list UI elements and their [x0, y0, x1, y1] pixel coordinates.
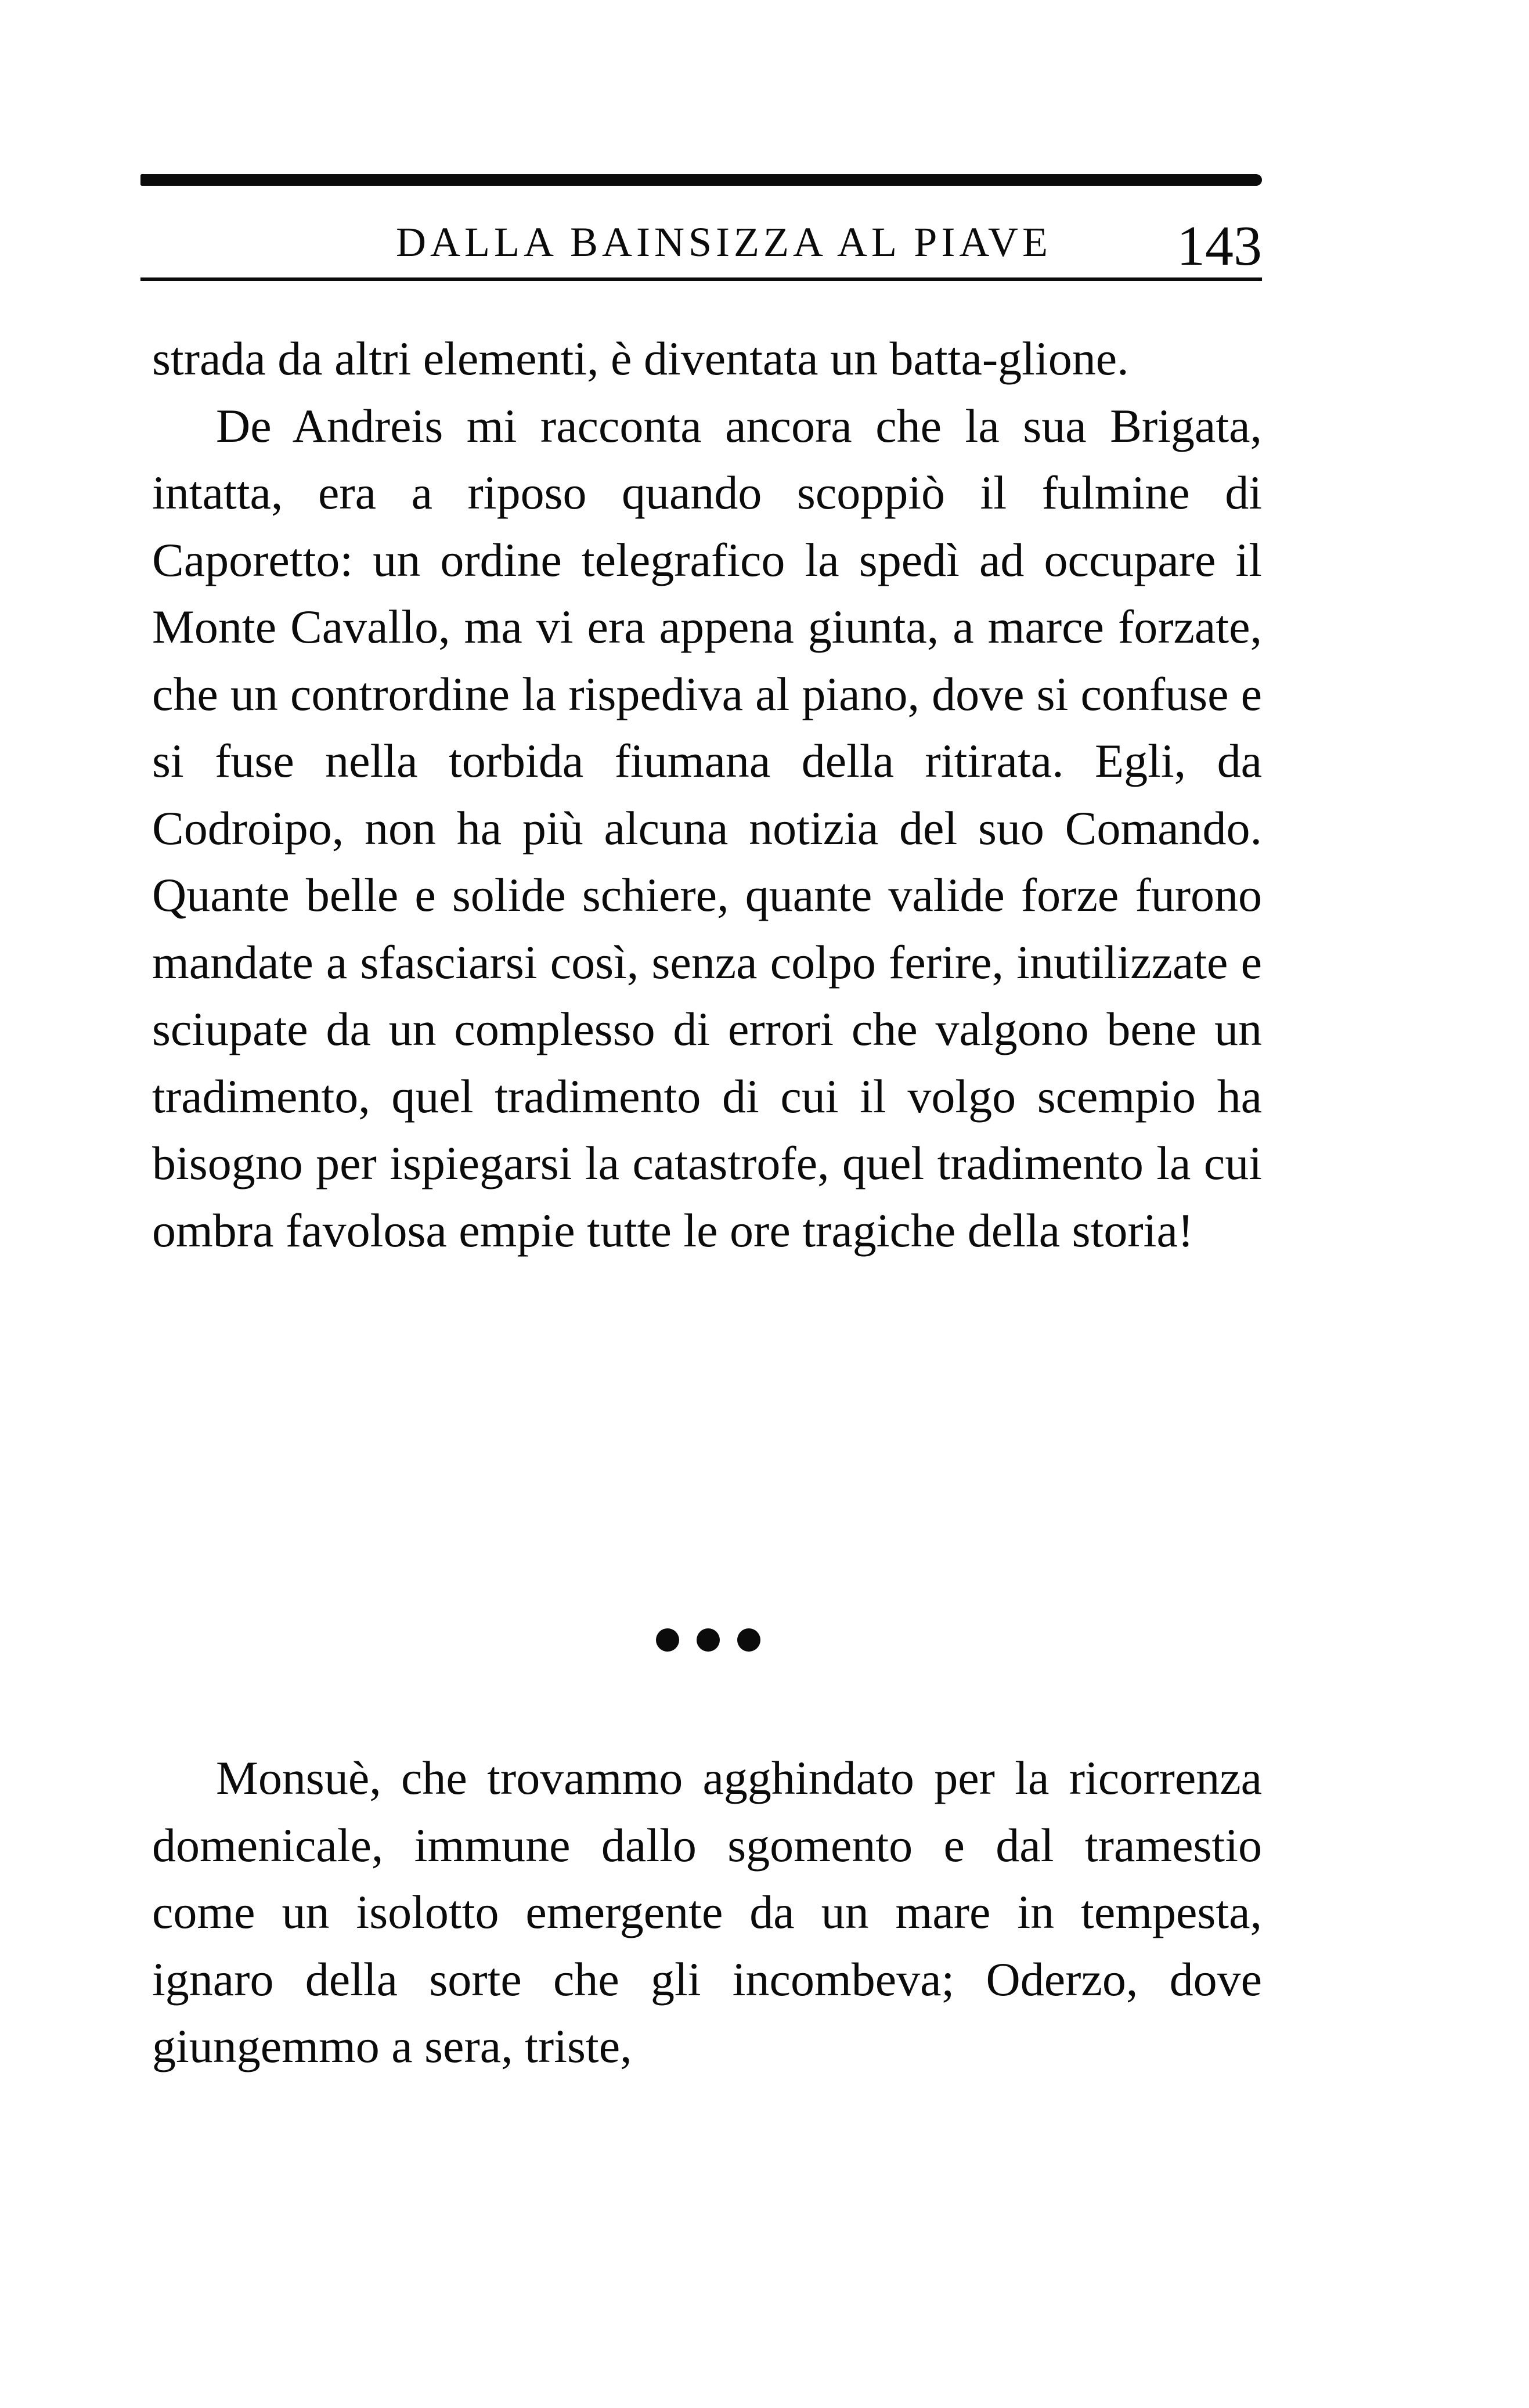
- section-break-dot: [697, 1628, 720, 1652]
- text-block-upper: [152, 325, 1262, 1264]
- page-number: 143: [1177, 215, 1262, 277]
- section-break-dot: [656, 1628, 679, 1652]
- text-block-lower: [152, 1744, 1262, 2080]
- header-rule-bottom: [140, 277, 1262, 281]
- paragraph-continued: strada da altri elementi, è diventata un batta-glione.: [152, 332, 1129, 385]
- header-rule-top: [140, 174, 1262, 186]
- running-head: [140, 214, 1262, 277]
- paragraph-de-andreis: De Andreis mi racconta ancora che la sua Brigata, intatta, era a riposo quando scoppiò il fulmine di Caporetto: un ordine telegrafico la spedì ad occupare il Monte Cavallo, ma vi era appena giunta, a marce forzate, che un contrordine la rispediva al piano, dove si confuse e si fuse nella torbida fiumana della ritirata. Egli, da Codroipo, non ha più alcuna notizia del suo Comando. Quante belle e solide schiere, quante valide forze furono mandate a sfasciarsi così, senza colpo ferire, inutilizzate e sciupate da un complesso di errori che valgono bene un tradimento, quel tradimento di cui il volgo scempio ha bisogno per ispiegarsi la catastrofe, quel tradimento la cui ombra favolosa empie tutte le ore tragiche della storia!: [152, 399, 1262, 1257]
- section-break-dot: [737, 1628, 760, 1652]
- paragraph-monsue: Monsuè, che trovammo agghindato per la ricorrenza domenicale, immune dallo sgomento e dal tramestio come un isolotto emergente da un mare in tempesta, ignaro della sorte che gli incombeva; Oderzo, dove giungemmo a sera, triste,: [152, 1751, 1262, 2072]
- section-break-asterism: [656, 1623, 760, 1657]
- running-title: DALLA BAINSIZZA AL PIAVE: [396, 219, 1052, 265]
